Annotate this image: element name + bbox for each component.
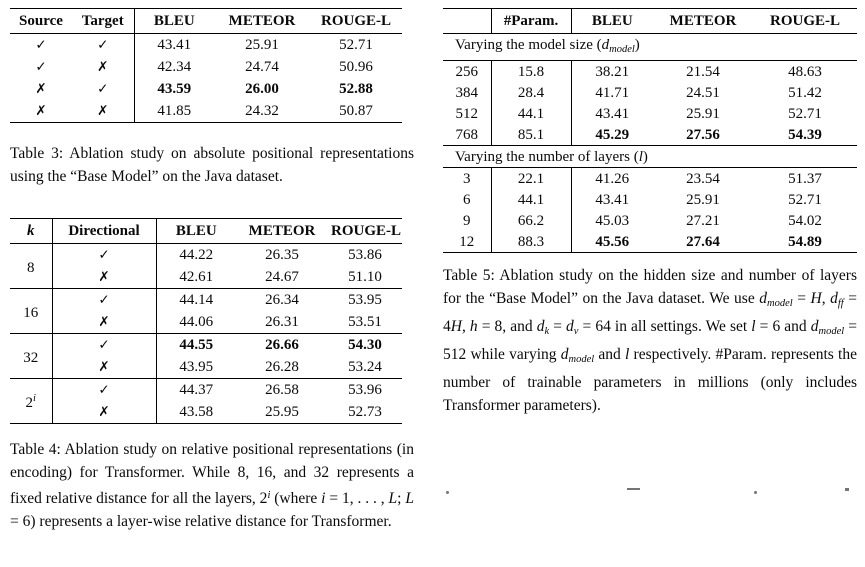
table-row [443, 124, 857, 146]
param-count: 44.1 [491, 103, 571, 124]
table5-header-row [443, 9, 857, 34]
param-count: 22.1 [491, 168, 571, 190]
meteor-value: 26.00 [245, 81, 279, 97]
cross-icon: ✗ [52, 266, 156, 289]
table-row [10, 34, 402, 57]
artifact-dash [845, 488, 849, 491]
cross-icon: ✗ [72, 56, 134, 78]
dmodel-value: 384 [443, 82, 491, 103]
meteor-value: 24.74 [245, 59, 279, 75]
rouge-value: 48.63 [788, 63, 822, 80]
bleu-value: 44.22 [179, 247, 214, 263]
meteor-value: 24.32 [245, 103, 279, 119]
bleu-value: 43.58 [179, 404, 214, 420]
check-icon: ✓ [52, 289, 156, 312]
param-count: 28.4 [491, 82, 571, 103]
bleu-value: 41.26 [595, 170, 630, 187]
table3-header-row [10, 9, 402, 34]
cross-icon: ✗ [35, 103, 47, 119]
bleu-value: 41.85 [157, 103, 192, 119]
rouge-value: 54.02 [788, 212, 822, 229]
check-icon: ✓ [52, 334, 156, 357]
check-icon: ✓ [35, 37, 47, 53]
column-header-target: Target [72, 9, 134, 34]
bleu-value: 42.61 [179, 269, 214, 285]
check-icon: ✓ [52, 244, 156, 267]
table5-caption: Table 5: Ablation study on the hidden size and number of layers for the “Base Model” on the Java dataset. We use dmodel = H, dff = 4H, h = 8, and dk = dv = 64 in all settings. We set l = 6 and dmodel = 512 while varying dmodel and l respectively. #Param. represents the number of trainable parameters in millions (only includes Transformer parameters). [443, 267, 858, 414]
section-title-row [443, 146, 857, 168]
table-row [10, 379, 402, 402]
cross-icon: ✗ [52, 311, 156, 334]
meteor-value: 26.58 [236, 379, 328, 402]
table-row [443, 103, 857, 124]
check-icon: ✓ [72, 78, 134, 100]
artifact-dot [754, 491, 757, 494]
rouge-value: 53.24 [348, 359, 382, 375]
meteor-value: 27.21 [686, 212, 720, 229]
layers-value: 3 [443, 168, 491, 190]
rouge-value: 52.88 [339, 81, 373, 97]
section-title-row [443, 34, 857, 61]
table3 [10, 8, 402, 123]
section-title: Varying the model size $(d_{model})$ [443, 34, 857, 61]
meteor-value: 26.34 [236, 289, 328, 312]
k-value-cell [10, 289, 52, 334]
column-header-rougel: ROUGE-L [328, 219, 402, 244]
bleu-value: 45.03 [595, 212, 630, 229]
column-header-bleu: BLEU [571, 9, 653, 34]
cross-icon: ✗ [72, 100, 134, 123]
table4-grid [10, 218, 402, 424]
bleu-value: 44.37 [156, 379, 236, 402]
rouge-value: 52.73 [348, 404, 382, 420]
layers-value: 12 [443, 231, 491, 253]
bleu-value: 45.29 [595, 126, 630, 143]
cross-icon: ✗ [52, 356, 156, 379]
table-row [443, 168, 857, 190]
k-value: 8 [27, 260, 35, 276]
bleu-value: 44.55 [156, 334, 236, 357]
meteor-value: 25.91 [245, 37, 279, 53]
table-row [443, 189, 857, 210]
rouge-value: 54.30 [328, 334, 402, 357]
table-row [10, 266, 402, 289]
param-count: 44.1 [491, 189, 571, 210]
bleu-value: 44.14 [156, 289, 236, 312]
meteor-value: 21.54 [686, 63, 720, 80]
table5 [443, 8, 857, 253]
rouge-value: 54.89 [788, 233, 822, 250]
bleu-value: 43.59 [157, 81, 192, 97]
column-header-directional: Directional [52, 219, 156, 244]
column-header-k: k [10, 219, 52, 244]
cross-icon: ✗ [35, 81, 47, 97]
k-value-cell [10, 379, 52, 424]
meteor-value: 27.64 [686, 233, 720, 250]
rouge-value: 50.87 [339, 103, 373, 119]
bleu-value: 42.34 [157, 59, 192, 75]
table-row [10, 311, 402, 334]
layers-value: 9 [443, 210, 491, 231]
table4 [10, 218, 402, 424]
table-row [443, 61, 857, 83]
check-icon: ✓ [35, 59, 47, 75]
rouge-value: 52.71 [788, 191, 822, 208]
rouge-value: 51.42 [788, 84, 822, 101]
column-header-meteor: METEOR [653, 9, 753, 34]
table-row [443, 210, 857, 231]
k-value-cell [10, 244, 52, 289]
table-row [10, 356, 402, 379]
meteor-value: 27.56 [686, 126, 720, 143]
table-row [443, 231, 857, 253]
column-header-params: #Param. [491, 9, 571, 34]
meteor-value: 25.91 [686, 191, 720, 208]
artifact-dot [446, 491, 449, 494]
column-header-meteor: METEOR [214, 9, 310, 34]
table3-caption: Table 3: Ablation study on absolute positional representations using the “Base Model” on the Java dataset. [10, 145, 414, 185]
meteor-value: 24.67 [265, 269, 299, 285]
table-row [443, 82, 857, 103]
bleu-value: 44.06 [179, 314, 214, 330]
rouge-value: 54.39 [788, 126, 822, 143]
table5-grid [443, 8, 857, 253]
meteor-value: 24.51 [686, 84, 720, 101]
dmodel-value: 512 [443, 103, 491, 124]
bleu-value: 43.95 [179, 359, 214, 375]
table4-caption: Table 4: Ablation study on relative positional representations (in encoding) for Transformer. While 8, 16, and 32 represents a fixed relative distance for all the layers, 2$^i$ (where i = 1, . . . , L; L = 6) represents a layer-wise relative distance for Transformer. [10, 441, 414, 530]
rouge-value: 53.86 [348, 247, 382, 263]
table-row [10, 401, 402, 424]
rouge-value: 51.37 [788, 170, 822, 187]
column-header-source: Source [10, 9, 72, 34]
dmodel-value: 768 [443, 124, 491, 146]
table-row [10, 100, 402, 123]
rouge-value: 52.71 [339, 37, 373, 53]
column-header-meteor: METEOR [236, 219, 328, 244]
rouge-value: 52.71 [788, 105, 822, 122]
meteor-value: 23.54 [686, 170, 720, 187]
k-value: 2 [25, 395, 34, 411]
rouge-value: 50.96 [339, 59, 373, 75]
bleu-value: 45.56 [595, 233, 630, 250]
bleu-value: 43.41 [157, 37, 192, 53]
param-count: 66.2 [491, 210, 571, 231]
cross-icon: ✗ [52, 401, 156, 424]
bleu-value: 43.41 [595, 105, 630, 122]
rouge-value: 53.95 [328, 289, 402, 312]
meteor-value: 26.35 [265, 247, 299, 263]
artifact-dash [627, 488, 640, 490]
meteor-value: 25.95 [265, 404, 299, 420]
column-header-bleu: BLEU [156, 219, 236, 244]
param-count: 88.3 [491, 231, 571, 253]
table-row [10, 334, 402, 357]
column-header-bleu: BLEU [134, 9, 214, 34]
param-count: 15.8 [491, 61, 571, 83]
check-icon: ✓ [52, 379, 156, 402]
dmodel-value: 256 [443, 61, 491, 83]
param-count: 85.1 [491, 124, 571, 146]
check-icon: ✓ [72, 34, 134, 57]
section-title: Varying the number of layers (l) [443, 146, 857, 168]
rouge-value: 53.51 [348, 314, 382, 330]
k-value: 32 [23, 350, 39, 366]
bleu-value: 38.21 [595, 63, 630, 80]
meteor-value: 26.66 [236, 334, 328, 357]
table3-grid [10, 8, 402, 123]
bleu-value: 41.71 [595, 84, 630, 101]
rouge-value: 53.96 [328, 379, 402, 402]
table-row [10, 78, 402, 100]
column-header-rougel: ROUGE-L [310, 9, 402, 34]
rouge-value: 51.10 [348, 269, 382, 285]
meteor-value: 26.31 [265, 314, 299, 330]
column-header-rougel: ROUGE-L [753, 9, 857, 34]
layers-value: 6 [443, 189, 491, 210]
table-row [10, 56, 402, 78]
bleu-value: 43.41 [595, 191, 630, 208]
k-value-cell [10, 334, 52, 379]
meteor-value: 26.28 [265, 359, 299, 375]
meteor-value: 25.91 [686, 105, 720, 122]
table-row [10, 244, 402, 267]
k-value: 16 [23, 305, 39, 321]
table-row [10, 289, 402, 312]
table4-header-row [10, 219, 402, 244]
column-header-blank [443, 9, 491, 34]
k-exponent: i [33, 393, 36, 404]
